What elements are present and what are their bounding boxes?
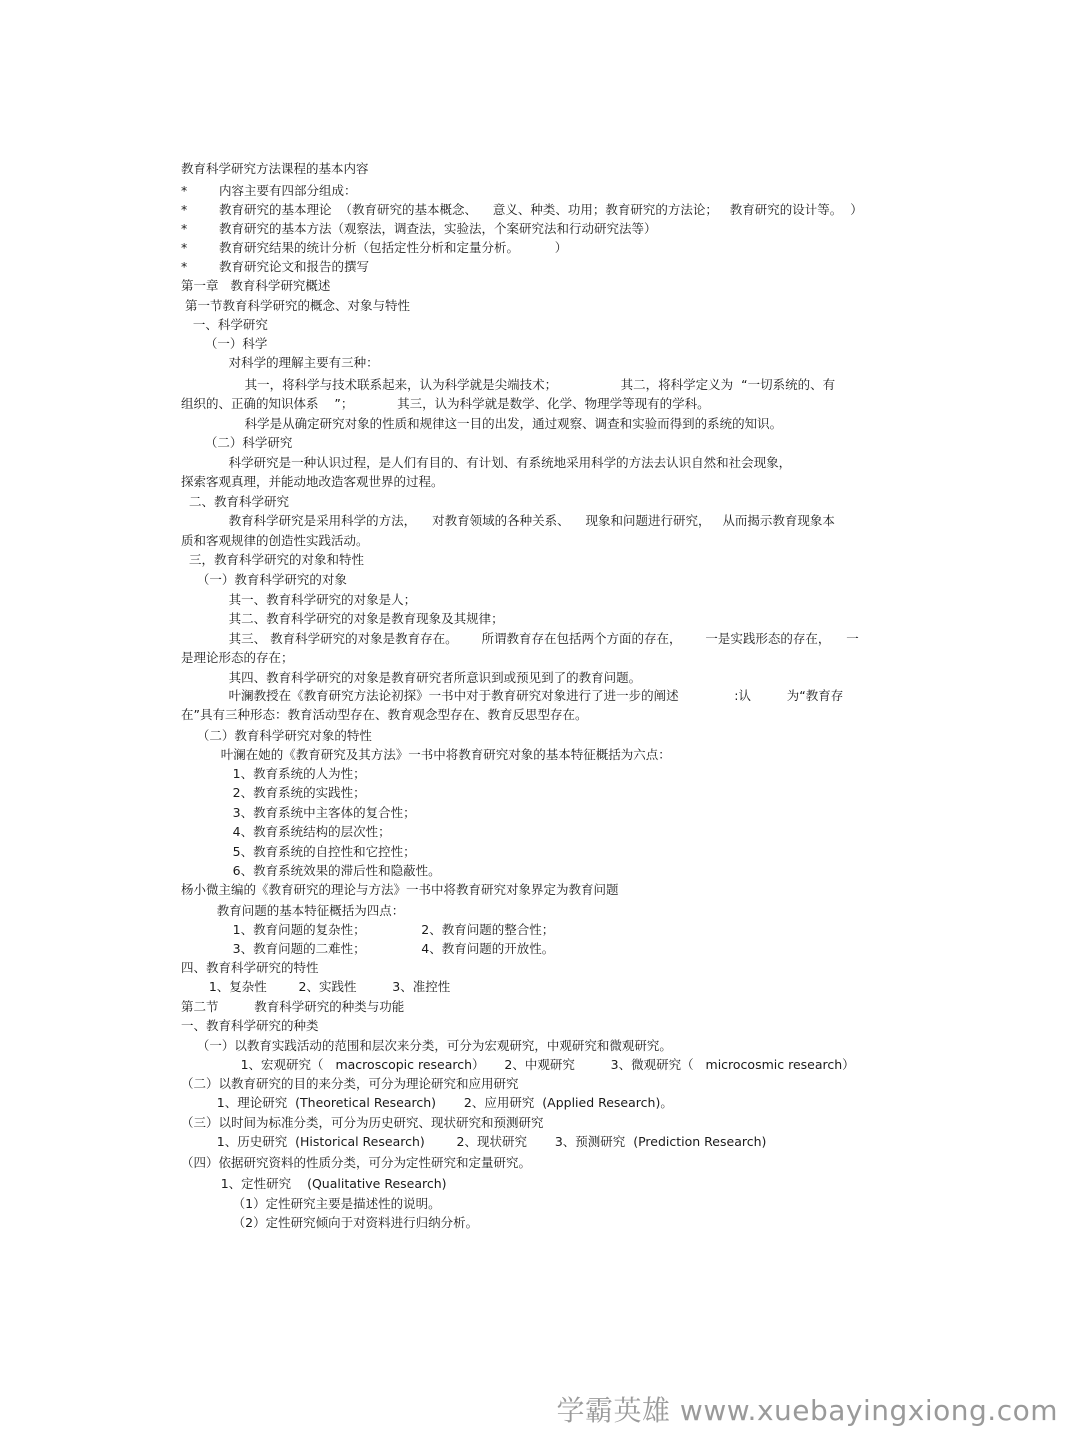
body-line: 3、教育系统中主客体的复合性； (181, 805, 416, 820)
body-line: 其一、教育科学研究的对象是人； (181, 592, 417, 607)
body-line: （2）定性研究倾向于对资料进行归纳分析。 (181, 1215, 479, 1230)
body-line: （三）以时间为标准分类，可分为历史研究、现状研究和预测研究 (181, 1115, 544, 1130)
body-line: * 教育研究结果的统计分析（包括定性分析和定量分析。 ） (181, 240, 568, 255)
body-line: 科学是从确定研究对象的性质和规律这一目的出发，通过观察、调查和实验而得到的系统的知识。 (181, 416, 783, 431)
body-line: 杨小微主编的《教育研究的理论与方法》一书中将教育研究对象界定为教育问题 (181, 882, 619, 897)
body-line: 是理论形态的存在； (181, 650, 294, 665)
body-line: 1、教育问题的复杂性； 2、教育问题的整合性； (181, 922, 555, 937)
body-line: 第二节 教育科学研究的种类与功能 (181, 999, 405, 1014)
body-line: （二）以教育研究的目的来分类，可分为理论研究和应用研究 (181, 1076, 519, 1091)
body-line: 第一章 教育科学研究概述 (181, 278, 331, 293)
body-line: 教育科学研究是采用科学的方法， 对教育领域的各种关系、 现象和问题进行研究， 从而揭示教育现象本 (181, 513, 835, 528)
body-line: （二）教育科学研究对象的特性 (181, 728, 372, 743)
body-line: 1、定性研究 (Qualitative Research) (181, 1176, 447, 1191)
body-line: （四）依据研究资料的性质分类，可分为定性研究和定量研究。 (181, 1155, 532, 1170)
watermark: 学霸英雄 www.xuebayingxiong.com (556, 1394, 1058, 1427)
body-line: 6、教育系统效果的滞后性和隐蔽性。 (181, 863, 441, 878)
body-line: 一、科学研究 (181, 317, 268, 332)
body-line: 第一节教育科学研究的概念、对象与特性 (181, 298, 410, 313)
body-line: 在”具有三种形态：教育活动型存在、教育观念型存在、教育反思型存在。 (181, 707, 588, 722)
body-line: 对科学的理解主要有三种： (181, 355, 379, 370)
body-line: 科学研究是一种认识过程，是人们有目的、有计划、有系统地采用科学的方法去认识自然和社会现象， (181, 455, 792, 470)
body-line: 1、宏观研究（ macroscopic research） 2、中观研究 3、微观研究（ microcosmic research） (181, 1057, 855, 1072)
body-line: 5、教育系统的自控性和它控性； (181, 844, 416, 859)
document-title: 教育科学研究方法课程的基本内容 (181, 161, 369, 176)
body-line: （一）科学 (181, 336, 268, 351)
body-line: 组织的、正确的知识体系 ”； 其三，认为科学就是数学、化学、物理学等现有的学科。 (181, 396, 710, 411)
body-line: 叶澜教授在《教育研究方法论初探》一书中对于教育研究对象进行了进一步的阐述 :认 为“教育存 (181, 688, 844, 703)
body-line: 探索客观真理，并能动地改造客观世界的过程。 (181, 474, 444, 489)
body-line: * 内容主要有四部分组成： (181, 183, 357, 198)
body-line: 1、复杂性 2、实践性 3、准控性 (181, 979, 451, 994)
body-line: 4、教育系统结构的层次性； (181, 824, 391, 839)
body-line: （1）定性研究主要是描述性的说明。 (181, 1196, 441, 1211)
body-line: 叶澜在她的《教育研究及其方法》一书中将教育研究对象的基本特征概括为六点： (181, 747, 671, 762)
body-line: （一）教育科学研究的对象 (181, 572, 347, 587)
body-line: 1、教育系统的人为性； (181, 766, 366, 781)
body-line: 1、理论研究 (Theoretical Research) 2、应用研究 (Applied Research)。 (181, 1095, 673, 1110)
body-line: （一）以教育实践活动的范围和层次来分类，可分为宏观研究，中观研究和微观研究。 (181, 1038, 672, 1053)
body-line: * 教育研究的基本理论 （教育研究的基本概念、 意义、种类、功用；教育研究的方法论； 教育研究的设计等。 ） (181, 202, 863, 217)
body-line: 四、教育科学研究的特性 (181, 960, 319, 975)
body-line: 教育问题的基本特征概括为四点： (181, 903, 405, 918)
body-line: 三，教育科学研究的对象和特性 (181, 552, 364, 567)
body-line: 3、教育问题的二难性； 4、教育问题的开放性。 (181, 941, 555, 956)
body-line: 其四、教育科学研究的对象是教育研究者所意识到或预见到了的教育问题。 (181, 670, 642, 685)
body-line: 二、教育科学研究 (181, 494, 289, 509)
body-line: 其二、教育科学研究的对象是教育现象及其规律； (181, 611, 504, 626)
body-line: （二）科学研究 (181, 435, 293, 450)
body-line: 2、教育系统的实践性； (181, 785, 366, 800)
body-line: 质和客观规律的创造性实践活动。 (181, 533, 369, 548)
body-line: 1、历史研究 (Historical Research) 2、现状研究 3、预测研究 (Prediction Research) (181, 1134, 767, 1149)
body-line: * 教育研究的基本方法（观察法，调查法，实验法，个案研究法和行动研究法等） (181, 221, 657, 236)
body-line: 一、教育科学研究的种类 (181, 1018, 319, 1033)
body-line: * 教育研究论文和报告的撰写 (181, 259, 370, 274)
body-line: 其三、 教育科学研究的对象是教育存在。 所谓教育存在包括两个方面的存在， 一是实践形态的存在， 一 (181, 631, 859, 646)
body-line: 其一，将科学与技术联系起来，认为科学就是尖端技术； 其二，将科学定义为 “一切系统的、有 (181, 377, 836, 392)
